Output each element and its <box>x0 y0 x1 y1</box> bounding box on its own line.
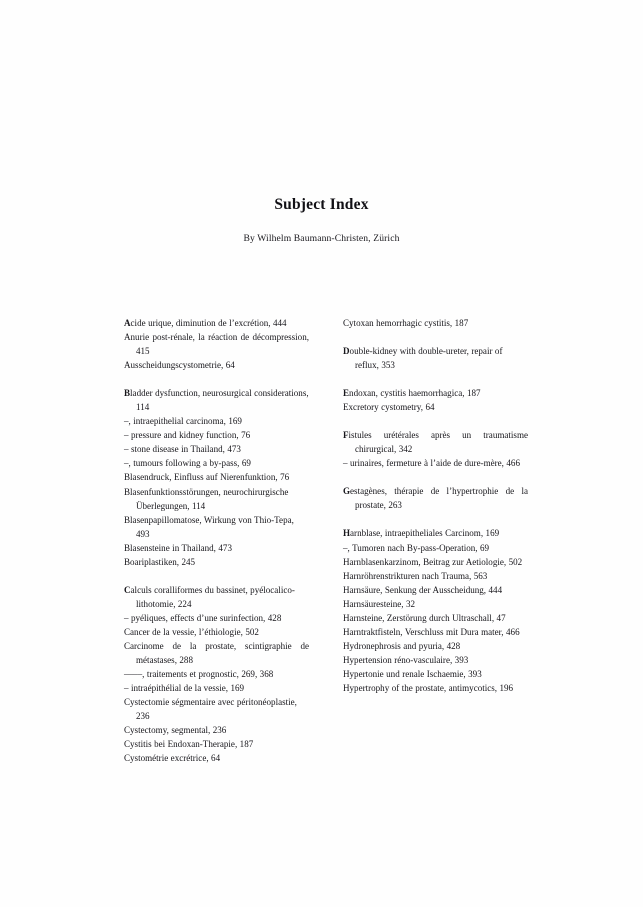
index-entry: Cancer de la vessie, l’éthiologie, 502 <box>124 626 259 637</box>
index-subentry: – intraépithélial de la vessie, 169 <box>124 683 245 694</box>
index-entry: Endoxan, cystitis haemorrhagica, 187 <box>343 388 481 399</box>
index-entry: Hypertrophy of the prostate, antimycotics, 196 <box>343 682 514 693</box>
index-entry: Cytoxan hemorrhagic cystitis, 187 <box>343 318 469 328</box>
alphabet-group-gap <box>124 569 309 583</box>
index-entry: Carcinome de la prostate, scintigraphie de métastases, 288 <box>124 640 309 666</box>
index-subentry: –, intraepithelial carcinoma, 169 <box>124 416 242 427</box>
index-entry: Blasenpapillomatose, Wirkung von Thio-Tepa, 493 <box>124 514 294 539</box>
alphabet-group-gap <box>124 372 309 386</box>
section-initial: G <box>343 486 351 497</box>
alphabet-group-gap <box>343 512 528 526</box>
index-column-left <box>124 316 309 765</box>
index-entry: Harnröhrenstrikturen nach Trauma, 563 <box>343 570 488 581</box>
index-entry: Fistules urétérales après un traumatisme chirurgical, 342 <box>343 430 528 455</box>
index-entry: Blasenfunktionsstörungen, neurochirurgische Überlegungen, 114 <box>124 486 289 511</box>
index-entry: Cystitis bei Endoxan-Therapie, 187 <box>124 739 254 750</box>
section-initial: C <box>124 584 131 595</box>
index-entry: Boariplastiken, 245 <box>124 556 196 567</box>
index-heading <box>0 196 643 244</box>
index-subentry: – stone disease in Thailand, 473 <box>124 444 241 455</box>
index-entry: Ausscheidungscystometrie, 64 <box>124 360 235 371</box>
index-entry: Gestagènes, thérapie de l’hypertrophie de la prostate, 263 <box>343 486 528 511</box>
section-initial: F <box>343 430 349 441</box>
section-initial: B <box>124 388 131 399</box>
index-entry: Bladder dysfunction, neurosurgical considerations, 114 <box>124 388 309 413</box>
index-subentry: – pyéliques, effects d’une surinfection, 428 <box>124 612 282 623</box>
index-entry: Harnsteine, Zerstörung durch Ultraschall, 47 <box>343 612 506 623</box>
alphabet-group-gap <box>343 330 528 344</box>
index-subentry: – urinaires, fermeture à l’aide de dure-mère, 466 <box>343 458 520 469</box>
page-title: Subject Index <box>274 196 369 213</box>
index-entry: Cystométrie excrétrice, 64 <box>124 753 221 764</box>
alphabet-group-gap <box>343 470 528 484</box>
index-entry: Blasendruck, Einfluss auf Nierenfunktion, 76 <box>124 472 290 483</box>
index-subentry: –, Tumoren nach By-pass-Operation, 69 <box>343 542 490 553</box>
index-entry: Cystectomy, segmental, 236 <box>124 725 227 736</box>
index-columns <box>124 316 528 765</box>
alphabet-group-gap <box>343 372 528 386</box>
index-entry: Acide urique, diminution de l’excrétion, 444 <box>124 318 287 328</box>
index-subentry: ––––, traitements et prognostic, 269, 368 <box>124 669 274 680</box>
index-entry: Hypertension réno-vasculaire, 393 <box>343 654 469 665</box>
index-subentry: – pressure and kidney function, 76 <box>124 430 251 441</box>
index-entry: Blasensteine in Thailand, 473 <box>124 542 232 553</box>
section-initial: H <box>343 528 351 539</box>
index-entry: Double-kidney with double-ureter, repair of reflux, 353 <box>343 346 503 371</box>
index-column-right <box>343 316 528 695</box>
index-entry: Hypertonie und renale Ischaemie, 393 <box>343 668 482 679</box>
index-entry: Cystectomie ségmentaire avec péritonéoplastie, 236 <box>124 697 297 722</box>
section-initial: E <box>343 388 350 399</box>
index-entry: Harnblase, intraepitheliales Carcinom, 169 <box>343 528 500 539</box>
index-entry: Harnsäuresteine, 32 <box>343 598 416 609</box>
index-entry: Hydronephrosis and pyuria, 428 <box>343 640 461 651</box>
index-entry: Anurie post-rénale, la réaction de décompression, 415 <box>124 332 309 357</box>
index-subentry: –, tumours following a by-pass, 69 <box>124 458 251 469</box>
index-entry: Harnblasenkarzinom, Beitrag zur Aetiologie, 502 <box>343 556 523 567</box>
index-entry: Harnsäure, Senkung der Ausscheidung, 444 <box>343 584 503 595</box>
alphabet-group-gap <box>343 414 528 428</box>
index-entry: Calculs coralliformes du bassinet, pyélocalico-lithotomie, 224 <box>124 584 295 609</box>
index-entry: Harntraktfisteln, Verschluss mit Dura mater, 466 <box>343 626 520 637</box>
section-initial: D <box>343 346 350 357</box>
index-byline: By Wilhelm Baumann-Christen, Zürich <box>243 232 400 244</box>
index-entry: Excretory cystometry, 64 <box>343 402 435 413</box>
section-initial: A <box>124 318 131 328</box>
